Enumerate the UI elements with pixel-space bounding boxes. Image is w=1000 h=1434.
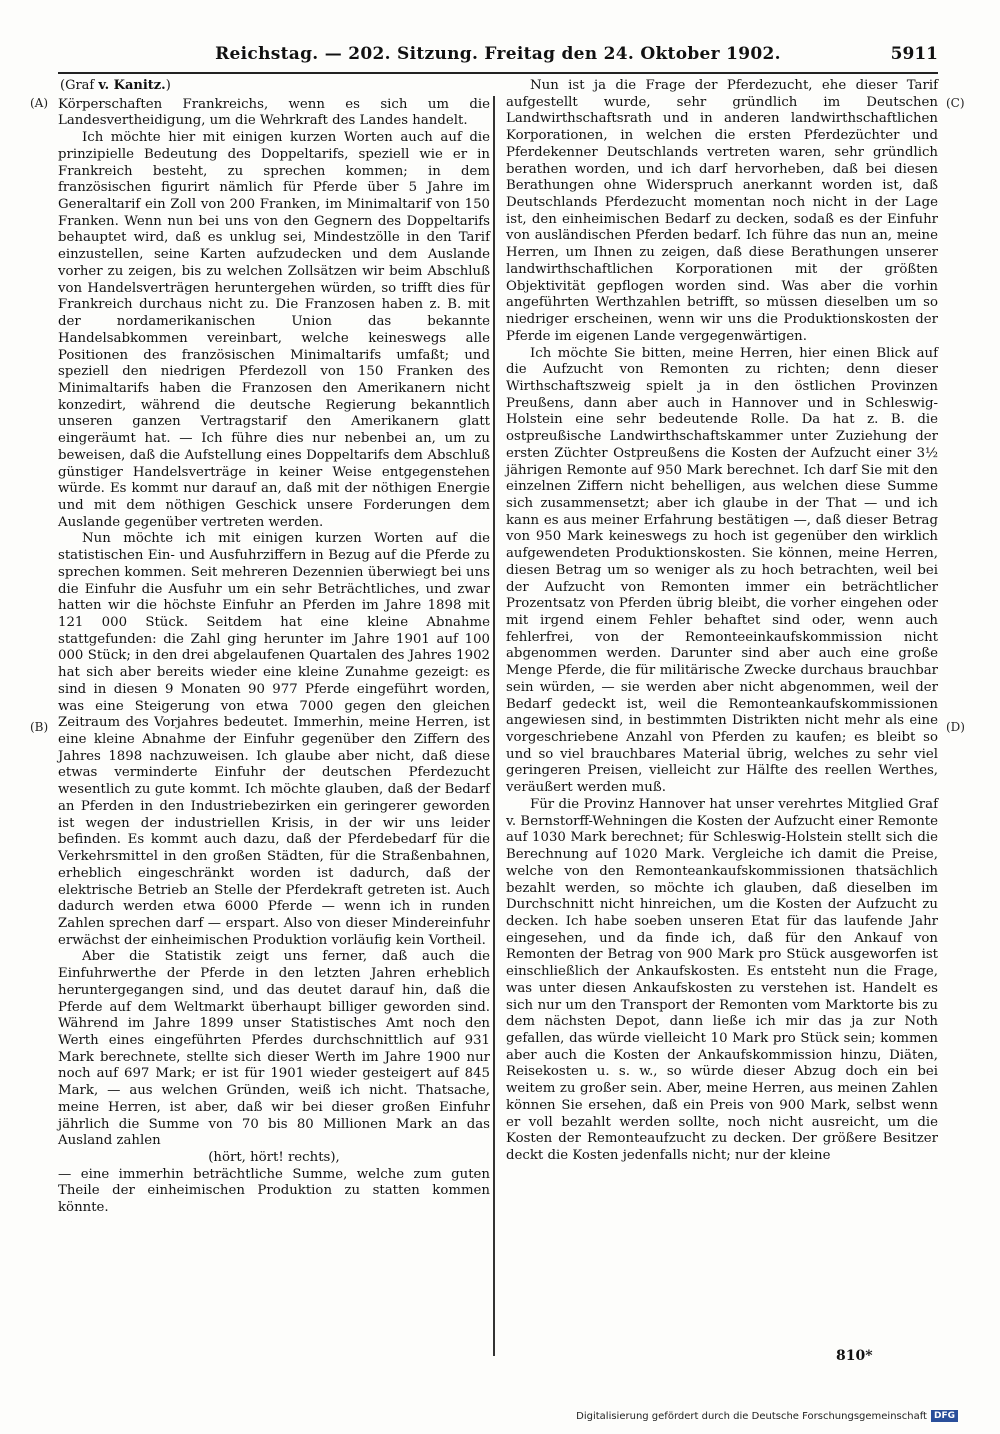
left-column xyxy=(58,78,490,1217)
paragraph: Nun ist ja die Frage der Pferdezucht, ehe dieser Tarif aufgestellt wurde, sehr gründlich im Deutschen Landwirthschaftsrath und in anderen landwirthschaftlichen Korporationen, in welchen die ersten Pferdezüchter und Pferdekenner Deutschlands vertreten waren, sehr gründlich berathen worden, und ich darf hervorheben, daß bei diesen Berathungen ohne Widerspruch anerkannt worden ist, daß Deutschlands Pferdezucht momentan noch nicht in der Lage ist, den einheimischen Bedarf zu decken, sodaß es der Einfuhr von ausländischen Pferden bedarf. Ich führe das nun an, meine Herren, um Ihnen zu zeigen, daß diese Berathungen unserer landwirthschaftlichen Korporationen mit der größten Objektivität gepflogen worden sind. Was aber die vorhin angeführten Werthzahlen betrifft, so müssen dieselben um so niedriger erscheinen, wenn wir uns die Produktionskosten der Pferde im eigenen Lande vergegenwärtigen. xyxy=(506,78,938,344)
paragraph: Ich möchte hier mit einigen kurzen Worten auch auf die prinzipielle Bedeutung des Doppeltarifs, speziell wie er in Frankreich besteht, zu sprechen kommen; in dem französischen figurirt nämlich für Pferde über 5 Jahre im Generaltarif ein Zoll von 200 Franken, im Minimaltarif von 150 Franken. Wenn nun bei uns von den Gegnern des Doppeltarifs behauptet wird, daß es unklug sei, Mindestzölle in den Tarif einzustellen, seine Karten aufzudecken und dem Auslande vorher zu zeigen, bis zu welchen Zollsätzen wir beim Abschluß von Handelsverträgen heruntergehen würden, so trifft dies für Frankreich durchaus nicht zu. Die Franzosen haben z. B. mit der nordamerikanischen Union das bekannte Handelsabkommen vereinbart, welche keineswegs alle Positionen des französischen Minimaltarifs umfaßt; und speziell den niedrigen Pferdezoll von 150 Franken des Minimaltarifs haben die Franzosen den Amerikanern nicht konzedirt, während die deutsche Regierung bekanntlich unseren ganzen Vertragstarif den Amerikanern glatt eingeräumt hat. — Ich führe dies nur nebenbei an, um zu beweisen, daß die Aufstellung eines Doppeltarifs dem Abschluß günstiger Handelsverträge in keiner Weise entgegenstehen würde. Es kommt nur darauf an, daß mit der nöthigen Energie und mit dem nöthigen Geschick unsere Forderungen dem Auslande gegenüber vertreten werden. xyxy=(58,130,490,530)
paragraph: Ich möchte Sie bitten, meine Herren, hier einen Blick auf die Aufzucht von Remonten zu richten; denn dieser Wirthschaftszweig spielt ja in den östlichen Provinzen Preußens, dann aber auch in Hannover und in Schleswig-Holstein eine sehr bedeutende Rolle. Da hat z. B. die ostpreußische Landwirthschaftskammer unter Zuziehung der ersten Züchter Ostpreußens die Kosten der Aufzucht einer 3½ jährigen Remonte auf 950 Mark berechnet. Ich darf Sie mit den einzelnen Ziffern nicht behelligen, aus welchen diese Summe sich zusammensetzt; aber ich glaube in der That — und ich kann es aus meiner Erfahrung bestätigen —, daß dieser Betrag von 950 Mark keineswegs zu hoch ist gegenüber den wirklich aufgewendeten Produktionskosten. Sie können, meine Herren, diesen Betrag um so weniger als zu hoch betrachten, weil bei der Aufzucht von Remonten immer ein beträchtlicher Prozentsatz von Pferden übrig bleibt, die vorher eingehen oder mit irgend einem Fehler behaftet sind oder, wenn auch fehlerfrei, von der Remonteeinkaufskommission nicht abgenommen werden. Darunter sind aber auch eine große Menge Pferde, die für militärische Zwecke durchaus brauchbar sein würden, — sie werden aber nicht abgenommen, weil der Bedarf gedeckt ist, weil die Remonteankaufskommissionen angewiesen sind, in bestimmten Distrikten nicht mehr als eine vorgeschriebene Anzahl von Pferden zu kaufen; es bleibt so und so viel brauchbares Material übrig, welches zu sehr viel geringeren Preisen, vielleicht zur Hälfte des reellen Werthes, veräußert werden muß. xyxy=(506,345,938,796)
paragraph: Körperschaften Frankreichs, wenn es sich um die Landesvertheidigung, um die Wehrkraft des Landes handelt. xyxy=(58,96,490,129)
speaker-name: v. Kanitz. xyxy=(98,78,166,93)
paragraph: Nun möchte ich mit einigen kurzen Worten auf die statistischen Ein- und Ausfuhrziffern in Bezug auf die Pferde zu sprechen kommen. Seit mehreren Dezennien überwiegt bei uns die Einfuhr die Ausfuhr um ein sehr Beträchtliches, und zwar hatten wir die höchste Einfuhr an Pferden im Jahre 1898 mit 121 000 Stück. Seitdem hat eine kleine Abnahme stattgefunden: die Zahl ging herunter im Jahre 1901 auf 100 000 Stück; in den drei abgelaufenen Quartalen des Jahres 1902 hat sich aber bereits wieder eine kleine Zunahme gezeigt: es sind in diesen 9 Monaten 90 977 Pferde eingeführt worden, was eine Steigerung von etwa 7000 gegen den gleichen Zeitraum des Vorjahres bedeutet. Immerhin, meine Herren, ist eine kleine Abnahme der Einfuhr gegenüber den Ziffern des Jahres 1898 nachzuweisen. Ich glaube aber nicht, daß diese etwas verminderte Einfuhr der deutschen Pferdezucht wesentlich zu gute kommt. Ich möchte glauben, daß der Bedarf an Pferden in den Industriebezirken ein geringerer geworden ist wegen der industriellen Krisis, in der wir uns leider befinden. Es kommt auch dazu, daß der Pferdebedarf für die Verkehrsmittel in den großen Städten, für die Straßenbahnen, erheblich eingeschränkt worden ist dadurch, daß der elektrische Betrieb an Stelle der Pferdekraft getreten ist. Auch dadurch werden etwa 6000 Pferde — wenn ich in runden Zahlen sprechen darf — erspart. Also von dieser Mindereinfuhr erwächst der einheimischen Produktion vorläufig kein Vortheil. xyxy=(58,531,490,948)
header-rule xyxy=(58,72,938,74)
margin-mark-a: (A) xyxy=(30,96,49,110)
running-title: Reichstag. — 202. Sitzung. Freitag den 24. Oktober 1902. xyxy=(215,44,781,64)
page-number: 5911 xyxy=(890,44,938,64)
margin-mark-d: (D) xyxy=(946,720,965,734)
margin-mark-c: (C) xyxy=(946,96,965,110)
footer-credit xyxy=(576,1410,958,1422)
speaker-note xyxy=(60,78,490,95)
column-divider xyxy=(493,96,495,1356)
speaker-note-prefix: (Graf xyxy=(60,78,99,93)
page-header xyxy=(58,44,938,70)
paragraph-closing: — eine immerhin beträchtliche Summe, welche zum guten Theile der einheimischen Produktion zu statten kommen könnte. xyxy=(58,1166,490,1216)
paragraph: Für die Provinz Hannover hat unser verehrtes Mitglied Graf v. Bernstorff-Wehningen die Kosten der Aufzucht einer Remonte auf 1030 Mark berechnet; für Schleswig-Holstein stellt sich die Berechnung auf 1020 Mark. Vergleiche ich damit die Preise, welche von den Remonteankaufskommissionen thatsächlich bezahlt werden, so möchte ich glauben, daß dieselben im Durchschnitt nicht hinreichen, um die Kosten der Aufzucht zu decken. Ich habe soeben unseren Etat für das laufende Jahr eingesehen, und da finde ich, daß für den Ankauf von Remonten der Betrag von 900 Mark pro Stück ausgeworfen ist einschließlich der Ankaufskosten. Es entsteht nun die Frage, was unter diesen Ankaufskosten zu verstehen ist. Handelt es sich nur um den Transport der Remonten vom Marktorte bis zu dem nächsten Depot, dann ließe ich mir das ja zur Noth gefallen, das würde vielleicht 10 Mark pro Stück sein; kommen aber auch die Kosten der Ankaufskommission hinzu, Diäten, Reisekosten u. s. w., so würde dieser Abzug doch ein bei weitem zu großer sein. Aber, meine Herren, aus meinen Zahlen können Sie ersehen, daß ein Preis von 900 Mark, selbst wenn er voll bezahlt werden sollte, noch nicht ausreicht, um die Kosten der Remonteaufzucht zu decken. Der größere Besitzer deckt die Kosten jedenfalls nicht; nur der kleine xyxy=(506,796,938,1163)
paragraph: Aber die Statistik zeigt uns ferner, daß auch die Einfuhrwerthe der Pferde in den letzten Jahren erheblich heruntergegangen sind, und das deutet darauf hin, daß die Pferde auf dem Weltmarkt überhaupt billiger geworden sind. Während im Jahre 1899 unser Statistisches Amt noch den Werth eines eingeführten Pferdes durchschnittlich auf 931 Mark berechnete, stellte sich dieser Werth im Jahre 1900 nur noch auf 697 Mark; er ist für 1901 wieder gesteigert auf 845 Mark, — aus welchen Gründen, weiß ich nicht. Thatsache, meine Herren, ist aber, daß wir bei dieser großen Einfuhr jährlich die Summe von 70 bis 80 Millionen Mark an das Ausland zahlen xyxy=(58,949,490,1149)
dfg-logo: DFG xyxy=(931,1410,958,1422)
speaker-note-suffix: ) xyxy=(165,78,171,93)
signature-mark: 810* xyxy=(836,1348,873,1364)
margin-mark-b: (B) xyxy=(30,720,49,734)
right-column xyxy=(506,78,938,1165)
interjection: (hört, hört! rechts), xyxy=(208,1150,340,1165)
footer-credit-text: Digitalisierung gefördert durch die Deutsche Forschungsgemeinschaft xyxy=(576,1410,927,1422)
